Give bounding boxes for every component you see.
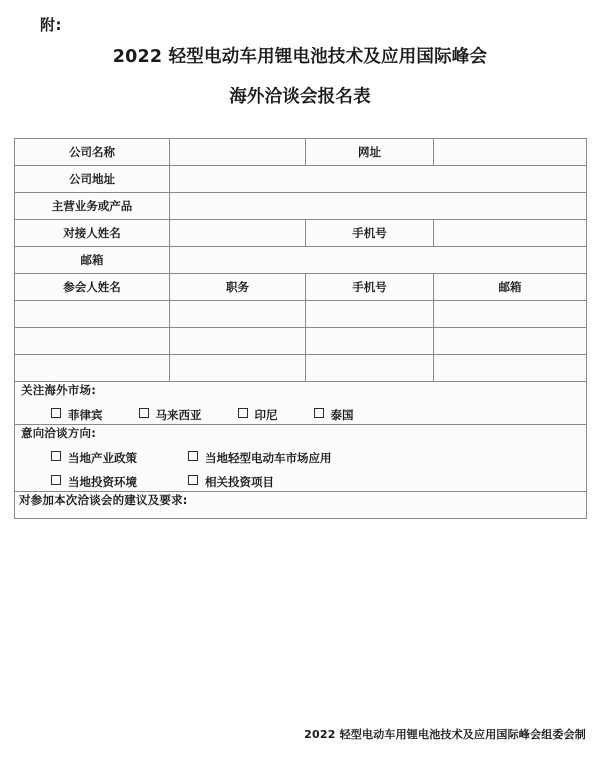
checkbox-label: 当地轻型电动车市场应用	[205, 451, 332, 465]
notes-section[interactable]	[15, 492, 587, 519]
attendee-row	[15, 301, 587, 328]
attendee-mobile-input[interactable]	[306, 328, 434, 355]
checkbox-icon[interactable]	[139, 408, 149, 418]
company-name-input[interactable]	[170, 139, 306, 166]
attendee-header-row	[15, 274, 587, 301]
checkbox-option-local-lev-market[interactable]	[188, 450, 418, 466]
contact-name-input[interactable]	[170, 220, 306, 247]
intent-heading: 意向洽谈方向:	[21, 426, 96, 440]
checkbox-label: 泰国	[330, 408, 354, 422]
checkbox-option-indonesia[interactable]	[238, 407, 278, 423]
attendee-title-header: 职务	[170, 274, 306, 301]
checkbox-label: 相关投资项目	[205, 475, 275, 489]
checkbox-icon[interactable]	[238, 408, 248, 418]
attachment-label: 附:	[40, 16, 62, 34]
attendee-row	[15, 328, 587, 355]
attendee-title-input[interactable]	[170, 301, 306, 328]
attendee-email-input[interactable]	[434, 355, 587, 382]
attendee-email-header: 邮箱	[434, 274, 587, 301]
attendee-email-input[interactable]	[434, 328, 587, 355]
checkbox-option-local-investment-environment[interactable]	[51, 474, 184, 490]
checkbox-option-local-industry-policy[interactable]	[51, 450, 184, 466]
company-address-label: 公司地址	[15, 166, 170, 193]
attendee-mobile-input[interactable]	[306, 355, 434, 382]
website-label: 网址	[306, 139, 434, 166]
company-name-label: 公司名称	[15, 139, 170, 166]
table-row-main-business	[15, 193, 587, 220]
attendee-mobile-header: 手机号	[306, 274, 434, 301]
attendee-email-input[interactable]	[434, 301, 587, 328]
table-row-company-address	[15, 166, 587, 193]
table-row-company-name	[15, 139, 587, 166]
checkbox-option-philippines[interactable]	[51, 407, 103, 423]
checkbox-icon[interactable]	[51, 475, 61, 485]
email-input[interactable]	[170, 247, 587, 274]
attendee-name-input[interactable]	[15, 301, 170, 328]
markets-section-row	[15, 382, 587, 425]
attendee-name-input[interactable]	[15, 355, 170, 382]
intent-options-row-2	[19, 474, 582, 489]
checkbox-icon[interactable]	[314, 408, 324, 418]
contact-mobile-label: 手机号	[306, 220, 434, 247]
markets-heading: 关注海外市场:	[21, 383, 96, 397]
checkbox-icon[interactable]	[51, 408, 61, 418]
checkbox-option-malaysia[interactable]	[139, 407, 202, 423]
intent-section-row	[15, 425, 587, 492]
attendee-title-input[interactable]	[170, 328, 306, 355]
registration-form-table	[14, 138, 587, 519]
contact-name-label: 对接人姓名	[15, 220, 170, 247]
attendee-name-header: 参会人姓名	[15, 274, 170, 301]
contact-mobile-input[interactable]	[434, 220, 587, 247]
checkbox-label: 当地产业政策	[68, 451, 137, 465]
markets-options-row	[19, 407, 582, 422]
checkbox-icon[interactable]	[188, 451, 198, 461]
email-label: 邮箱	[15, 247, 170, 274]
checkbox-label: 印尼	[254, 408, 278, 422]
table-row-contact	[15, 220, 587, 247]
attendee-name-input[interactable]	[15, 328, 170, 355]
notes-section-row	[15, 492, 587, 519]
main-business-input[interactable]	[170, 193, 587, 220]
checkbox-icon[interactable]	[51, 451, 61, 461]
attendee-row	[15, 355, 587, 382]
page-title	[0, 44, 600, 110]
notes-heading: 对参加本次洽谈会的建议及要求:	[19, 493, 188, 507]
checkbox-option-related-investment-projects[interactable]	[188, 474, 418, 490]
attendee-mobile-input[interactable]	[306, 301, 434, 328]
attendee-title-input[interactable]	[170, 355, 306, 382]
checkbox-icon[interactable]	[188, 475, 198, 485]
checkbox-option-thailand[interactable]	[314, 407, 354, 423]
table-row-email	[15, 247, 587, 274]
page-footer: 2022 轻型电动车用锂电池技术及应用国际峰会组委会制	[304, 728, 586, 741]
checkbox-label: 当地投资环境	[68, 475, 137, 489]
markets-section	[15, 382, 587, 425]
main-business-label: 主营业务或产品	[15, 193, 170, 220]
intent-section	[15, 425, 587, 492]
website-input[interactable]	[434, 139, 587, 166]
checkbox-label: 菲律宾	[68, 408, 103, 422]
company-address-input[interactable]	[170, 166, 587, 193]
title-line-2: 海外洽谈会报名表	[229, 87, 371, 107]
intent-options-row-1	[19, 450, 582, 465]
title-line-1: 2022 轻型电动车用锂电池技术及应用国际峰会	[112, 47, 488, 67]
checkbox-label: 马来西亚	[155, 408, 202, 422]
